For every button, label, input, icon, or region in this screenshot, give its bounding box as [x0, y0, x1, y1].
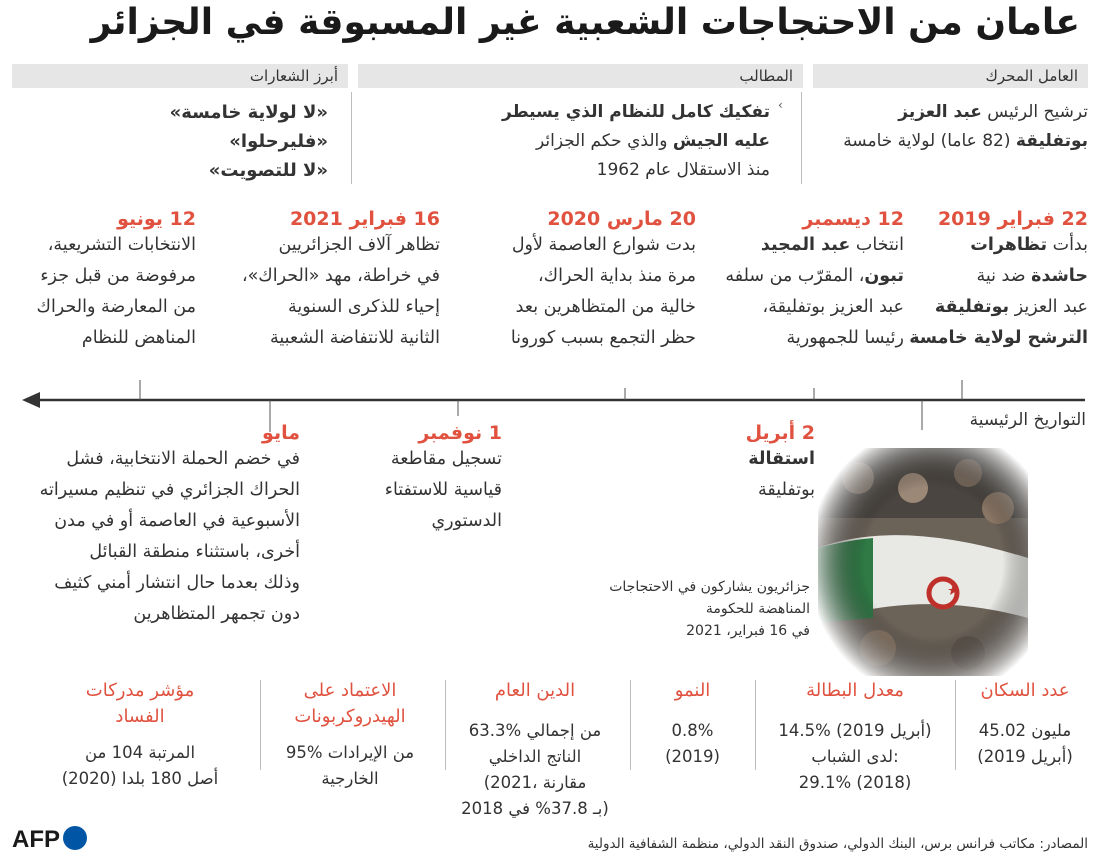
stat-card — [265, 678, 435, 792]
event-text-line: تظاهر آلاف الجزائريين — [278, 235, 440, 255]
stat-divider — [755, 680, 756, 770]
event-text-line: أخرى، باستثناء منطقة القبائل — [89, 542, 300, 562]
event-text-line: من المعارضة والحراك — [36, 297, 196, 317]
timeline-top-event — [704, 208, 904, 354]
event-text-line: تبون، المقرّب من سلفه — [725, 266, 904, 286]
stat-label: مؤشر مدركات الفساد — [85, 680, 195, 727]
event-text-line: إحياء للذكرى السنوية — [287, 297, 440, 317]
event-text-line: مرفوضة من قبل جزء — [40, 266, 196, 286]
event-date: 2 أبريل — [745, 422, 815, 444]
timeline-bottom-event — [0, 422, 300, 630]
demands-text: تفكيك كامل للنظام الذي يسيطر عليه الجيش والذي حكم الجزائر منذ الاستقلال عام 1962 — [502, 102, 770, 180]
timeline-label: التواريخ الرئيسية — [969, 410, 1086, 430]
event-text-line: الأسبوعية في العاصمة أو في مدن — [54, 511, 300, 531]
page-title: عامان من الاحتجاجات الشعبية غير المسبوقة في الجزائر — [90, 2, 1080, 43]
chevron-left-icon: ‹ — [778, 98, 783, 112]
stat-label: عدد السكان — [980, 680, 1070, 701]
event-text-line: حظر التجمع بسبب كورونا — [510, 328, 696, 348]
slogans-list — [18, 98, 328, 185]
event-text-line: دون تجمهر المتظاهرين — [133, 604, 300, 624]
stat-value: المرتبة 104 من أصل 180 بلدا (2020) — [61, 743, 219, 788]
event-text-line: حاشدة ضد نية — [976, 266, 1088, 286]
timeline-top-event — [446, 208, 696, 354]
event-text-line: الحراك الجزائري في تنظيم مسيراته — [39, 480, 300, 500]
stat-value: 0.8% (2019) — [665, 721, 720, 766]
stat-card — [635, 678, 750, 770]
slogan-item: «فليرحلوا» — [229, 131, 328, 152]
event-text-line: المناهض للنظام — [81, 328, 196, 348]
event-date: 12 يونيو — [117, 208, 196, 230]
stat-card — [760, 678, 950, 796]
event-date: 12 ديسمبر — [802, 208, 904, 230]
timeline-top-event — [6, 208, 196, 354]
event-text-line: عبد العزيز بوتفليقة — [934, 297, 1088, 317]
column-divider — [351, 92, 352, 184]
stat-value: 45.02 مليون (أبريل 2019) — [977, 721, 1073, 766]
stat-divider — [630, 680, 631, 770]
event-text-line: في خراطة، مهد «الحراك»، — [241, 266, 440, 286]
event-text-line: قياسية للاستفتاء — [384, 480, 502, 500]
stat-value: 95% من الإيرادات الخارجية — [285, 743, 415, 788]
afp-dot-icon — [63, 826, 87, 850]
event-text-line: الانتخابات التشريعية، — [47, 235, 196, 255]
timeline-bottom-event — [715, 422, 815, 506]
stat-value: 63.3% من إجمالي الناتج الداخلي (2021، مقارنة بـ 37.8% في 2018) — [461, 721, 609, 818]
slogan-item: «لا للتصويت» — [208, 160, 328, 181]
timeline-top-event — [888, 208, 1088, 354]
event-text-line: انتخاب عبد المجيد — [760, 235, 904, 255]
event-text-line: بدت شوارع العاصمة لأول — [511, 235, 696, 255]
event-text-line: خالية من المتظاهرين بعد — [515, 297, 696, 317]
stat-label: النمو — [674, 680, 711, 701]
event-text-line: بدأت تظاهرات — [970, 235, 1088, 255]
event-text-line: استقالة — [748, 449, 815, 469]
event-text-line: رئيسا للجمهورية — [786, 328, 904, 348]
stat-card — [960, 678, 1090, 770]
afp-logo: AFP — [12, 826, 87, 854]
stat-value: 14.5% (أبريل 2019) لدى الشباب: 29.1% (2018) — [778, 721, 932, 792]
protest-photo — [818, 448, 1028, 676]
stat-divider — [260, 680, 261, 770]
stat-label: الاعتماد على الهيدروكربونات — [294, 680, 406, 727]
arrow-left-icon — [22, 392, 40, 408]
event-date: 1 نوفمبر — [418, 422, 502, 444]
photo-caption: جزائريون يشاركون في الاحتجاجات المناهضة للحكومة في 16 فبراير، 2021 — [609, 579, 810, 639]
event-text-line: الدستوري — [431, 511, 502, 531]
driver-text: ترشيح الرئيس عبد العزيز بوتفليقة (82 عاما) لولاية خامسة — [843, 102, 1088, 151]
stat-card — [450, 678, 620, 822]
stat-divider — [445, 680, 446, 770]
event-text-line: عبد العزيز بوتفليقة، — [762, 297, 904, 317]
header-slogans: أبرز الشعارات — [12, 64, 348, 88]
event-text-line: الثانية للانتفاضة الشعبية — [269, 328, 440, 348]
event-date: 20 مارس 2020 — [547, 208, 696, 230]
sources: المصادر: مكاتب فرانس برس، البنك الدولي، صندوق النقد الدولي، منظمة الشفافية الدولية — [587, 836, 1088, 852]
stat-card — [30, 678, 250, 792]
slogan-item: «لا لولاية خامسة» — [169, 102, 328, 123]
event-text-line: تسجيل مقاطعة — [390, 449, 502, 469]
event-text-line: بوتفليقة — [758, 480, 815, 500]
event-text-line: مرة منذ بداية الحراك، — [538, 266, 696, 286]
stat-label: الدين العام — [494, 680, 576, 701]
header-demands: المطالب — [358, 64, 803, 88]
stat-divider — [955, 680, 956, 770]
header-driver: العامل المحرك — [813, 64, 1088, 88]
timeline-top-event — [190, 208, 440, 354]
event-text-line: الترشح لولاية خامسة — [909, 328, 1088, 348]
event-text-line: وذلك بعدما حال انتشار أمني كثيف — [54, 573, 300, 593]
event-date: مايو — [262, 422, 300, 444]
stat-label: معدل البطالة — [806, 680, 904, 701]
event-date: 22 فبراير 2019 — [937, 208, 1088, 230]
timeline-bottom-event — [302, 422, 502, 537]
column-divider — [801, 92, 802, 184]
event-text-line: في خضم الحملة الانتخابية، فشل — [66, 449, 300, 469]
event-date: 16 فبراير 2021 — [289, 208, 440, 230]
